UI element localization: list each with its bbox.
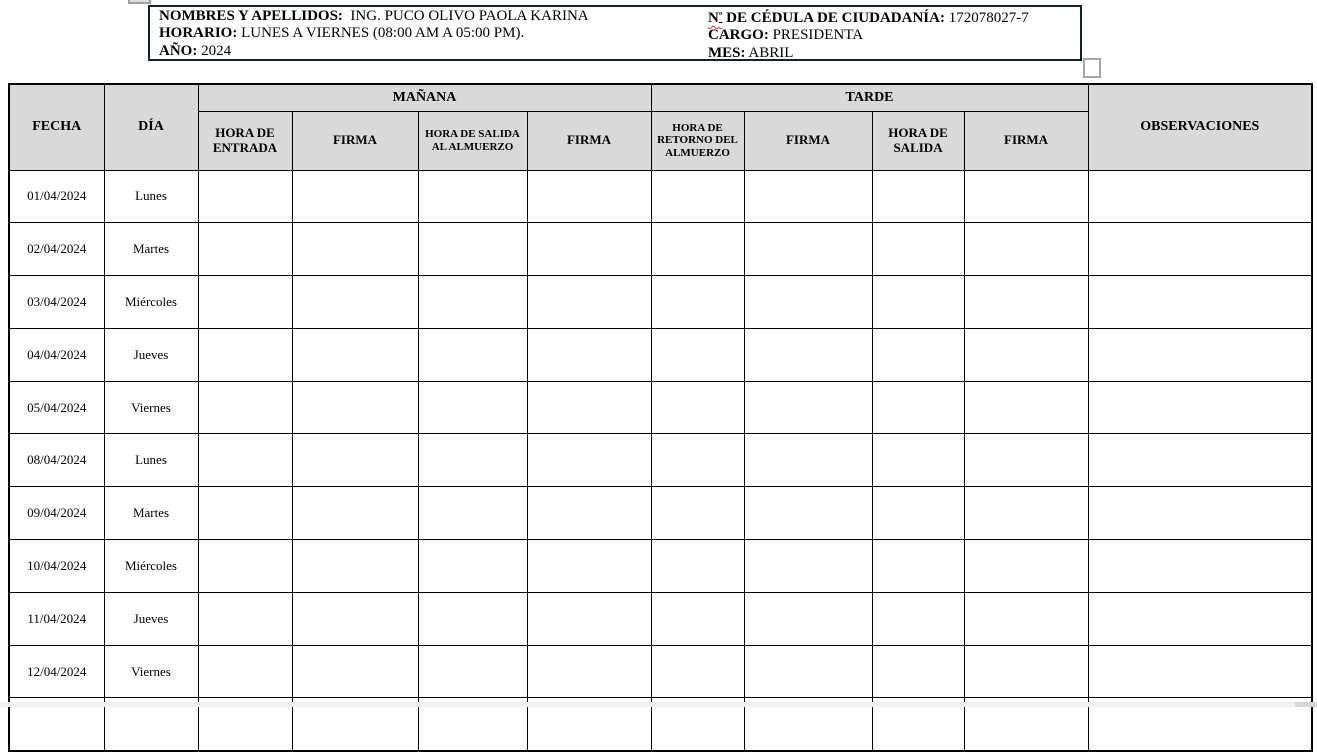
fecha-cell: 10/04/2024	[9, 540, 104, 593]
firma-manana-1-cell[interactable]	[292, 487, 418, 540]
col-header-firma-4: FIRMA	[964, 111, 1088, 170]
firma-manana-2-cell[interactable]	[527, 328, 651, 381]
hora-retorno-almuerzo-cell[interactable]	[651, 328, 744, 381]
firma-manana-1-cell[interactable]	[292, 434, 418, 487]
firma-manana-1-cell[interactable]	[292, 592, 418, 645]
attendance-table	[8, 83, 1313, 752]
hora-salida-almuerzo-cell[interactable]	[418, 592, 527, 645]
dia-cell: Viernes	[104, 381, 198, 434]
hora-salida-almuerzo-cell[interactable]	[418, 381, 527, 434]
hora-salida-cell[interactable]	[872, 540, 964, 593]
firma-tarde-1-cell[interactable]	[744, 592, 872, 645]
firma-manana-1-cell[interactable]	[292, 381, 418, 434]
info-line-mes	[708, 45, 1029, 62]
info-line-cargo	[708, 27, 1029, 44]
dia-cell: Martes	[104, 487, 198, 540]
fecha-cell: 11/04/2024	[9, 592, 104, 645]
firma-tarde-2-cell[interactable]	[964, 540, 1088, 593]
firma-manana-2-cell[interactable]	[527, 434, 651, 487]
col-header-firma-3: FIRMA	[744, 111, 872, 170]
firma-tarde-1-cell[interactable]	[744, 487, 872, 540]
firma-tarde-1-cell[interactable]	[744, 540, 872, 593]
firma-tarde-2-cell[interactable]	[964, 170, 1088, 223]
hora-salida-almuerzo-cell[interactable]	[418, 170, 527, 223]
firma-manana-2-cell[interactable]	[527, 170, 651, 223]
hora-salida-cell[interactable]	[872, 645, 964, 698]
hora-retorno-almuerzo-cell[interactable]	[651, 540, 744, 593]
dia-cell: Miércoles	[104, 540, 198, 593]
hora-entrada-cell[interactable]	[198, 328, 292, 381]
firma-manana-2-cell[interactable]	[527, 276, 651, 329]
fecha-cell: 01/04/2024	[9, 170, 104, 223]
table-header-row-groups	[9, 84, 1312, 111]
table-row	[9, 170, 1312, 223]
info-column-left	[159, 8, 589, 60]
table-row	[9, 434, 1312, 487]
hora-retorno-almuerzo-cell[interactable]	[651, 487, 744, 540]
hora-salida-almuerzo-cell[interactable]	[418, 487, 527, 540]
observaciones-cell[interactable]	[1088, 645, 1312, 698]
firma-manana-1-cell[interactable]	[292, 540, 418, 593]
bottom-corner-box	[1295, 702, 1317, 707]
table-row	[9, 645, 1312, 698]
hora-retorno-almuerzo-cell[interactable]	[651, 276, 744, 329]
table-row	[9, 592, 1312, 645]
firma-tarde-2-cell[interactable]	[964, 592, 1088, 645]
info-line-nombres	[159, 8, 589, 25]
dia-cell: Viernes	[104, 645, 198, 698]
table-row	[9, 487, 1312, 540]
info-line-cedula	[708, 8, 1029, 27]
firma-manana-2-cell[interactable]	[527, 223, 651, 276]
hora-retorno-almuerzo-cell[interactable]	[651, 170, 744, 223]
fecha-cell: 02/04/2024	[9, 223, 104, 276]
observaciones-cell[interactable]	[1088, 381, 1312, 434]
hora-salida-cell[interactable]	[872, 487, 964, 540]
hora-salida-almuerzo-cell[interactable]	[418, 645, 527, 698]
nombres-value: ING. PUCO OLIVO PAOLA KARINA	[342, 8, 589, 24]
hora-salida-cell[interactable]	[872, 592, 964, 645]
info-line-anio	[159, 43, 589, 60]
firma-manana-1-cell[interactable]	[292, 645, 418, 698]
fecha-cell: 04/04/2024	[9, 328, 104, 381]
hora-salida-almuerzo-cell[interactable]	[418, 223, 527, 276]
firma-manana-2-cell[interactable]	[527, 487, 651, 540]
hora-entrada-cell[interactable]	[198, 487, 292, 540]
col-header-hora-retorno-almuerzo: HORA DE RETORNO DEL ALMUERZO	[651, 111, 744, 170]
cargo-label: CARGO:	[708, 27, 769, 44]
table-row	[9, 540, 1312, 593]
ordinal-indicator: º	[718, 10, 723, 22]
col-group-tarde: TARDE	[651, 84, 1088, 111]
table-row	[9, 328, 1312, 381]
hora-entrada-cell[interactable]	[198, 381, 292, 434]
firma-tarde-2-cell[interactable]	[964, 381, 1088, 434]
firma-tarde-2-cell[interactable]	[964, 434, 1088, 487]
observaciones-cell[interactable]	[1088, 592, 1312, 645]
firma-tarde-1-cell[interactable]	[744, 276, 872, 329]
col-header-hora-salida: HORA DE SALIDA	[872, 111, 964, 170]
cargo-value: PRESIDENTA	[768, 27, 864, 44]
observaciones-cell[interactable]	[1088, 170, 1312, 223]
dia-cell: Lunes	[104, 434, 198, 487]
observaciones-cell[interactable]	[1088, 487, 1312, 540]
col-header-fecha: FECHA	[9, 84, 104, 170]
cedula-no-abbrev: $N^º$	[708, 10, 723, 27]
hora-salida-cell[interactable]	[872, 328, 964, 381]
firma-manana-1-cell[interactable]	[292, 223, 418, 276]
info-column-right	[708, 8, 1029, 62]
firma-manana-2-cell[interactable]	[527, 592, 651, 645]
hora-retorno-almuerzo-cell[interactable]	[651, 434, 744, 487]
firma-tarde-2-cell[interactable]	[964, 328, 1088, 381]
horario-value: LUNES A VIERNES (08:00 AM A 05:00 PM).	[237, 25, 525, 42]
hora-retorno-almuerzo-cell[interactable]	[651, 592, 744, 645]
dia-cell: Jueves	[104, 592, 198, 645]
firma-tarde-2-cell[interactable]	[964, 645, 1088, 698]
cedula-value: 172078027-7	[944, 10, 1029, 27]
hora-entrada-cell[interactable]	[198, 645, 292, 698]
fecha-cell: 03/04/2024	[9, 276, 104, 329]
table-row	[9, 381, 1312, 434]
firma-manana-1-cell[interactable]	[292, 276, 418, 329]
hora-salida-almuerzo-cell[interactable]	[418, 540, 527, 593]
col-group-manana: MAÑANA	[198, 84, 651, 111]
table-row	[9, 223, 1312, 276]
horario-label: HORARIO:	[159, 25, 238, 42]
hora-entrada-cell[interactable]	[198, 223, 292, 276]
anio-label: AÑO:	[159, 42, 198, 59]
table-row	[9, 276, 1312, 329]
hora-retorno-almuerzo-cell[interactable]	[651, 381, 744, 434]
dia-cell: Martes	[104, 223, 198, 276]
hora-entrada-cell[interactable]	[198, 276, 292, 329]
observaciones-cell[interactable]	[1088, 540, 1312, 593]
anio-value: 2024	[197, 42, 232, 59]
observaciones-cell[interactable]	[1088, 328, 1312, 381]
info-line-horario	[159, 25, 589, 42]
col-header-dia: DÍA	[104, 84, 198, 170]
hora-salida-almuerzo-cell[interactable]	[418, 276, 527, 329]
dia-cell: Jueves	[104, 328, 198, 381]
firma-manana-2-cell[interactable]	[527, 381, 651, 434]
firma-tarde-2-cell[interactable]	[964, 223, 1088, 276]
firma-tarde-1-cell[interactable]	[744, 381, 872, 434]
table-handle-top[interactable]	[128, 0, 151, 4]
hora-retorno-almuerzo-cell[interactable]	[651, 223, 744, 276]
col-header-observaciones: OBSERVACIONES	[1088, 84, 1312, 170]
cedula-label: DE CÉDULA DE CIUDADANÍA:	[722, 10, 945, 27]
firma-manana-1-cell[interactable]	[292, 170, 418, 223]
firma-tarde-1-cell[interactable]	[744, 328, 872, 381]
observaciones-cell[interactable]	[1088, 434, 1312, 487]
nombres-label: NOMBRES Y APELLIDOS:	[159, 8, 343, 24]
hora-entrada-cell[interactable]	[198, 434, 292, 487]
observaciones-cell[interactable]	[1088, 223, 1312, 276]
mes-value: ABRIL	[745, 44, 794, 61]
firma-tarde-1-cell[interactable]	[744, 170, 872, 223]
table-handle-right[interactable]	[1083, 58, 1101, 78]
dia-cell: Miércoles	[104, 276, 198, 329]
col-header-hora-salida-almuerzo: HORA DE SALIDA AL ALMUERZO	[418, 111, 527, 170]
firma-manana-2-cell[interactable]	[527, 540, 651, 593]
hora-salida-cell[interactable]	[872, 381, 964, 434]
hora-entrada-cell[interactable]	[198, 592, 292, 645]
firma-tarde-2-cell[interactable]	[964, 487, 1088, 540]
firma-tarde-1-cell[interactable]	[744, 645, 872, 698]
firma-tarde-1-cell[interactable]	[744, 434, 872, 487]
hora-salida-cell[interactable]	[872, 434, 964, 487]
bottom-edge-strip	[0, 702, 1317, 707]
dia-cell: Lunes	[104, 170, 198, 223]
hora-salida-cell[interactable]	[872, 223, 964, 276]
firma-manana-1-cell[interactable]	[292, 328, 418, 381]
observaciones-cell[interactable]	[1088, 276, 1312, 329]
firma-tarde-1-cell[interactable]	[744, 223, 872, 276]
col-header-firma-1: FIRMA	[292, 111, 418, 170]
hora-salida-cell[interactable]	[872, 276, 964, 329]
col-header-hora-entrada: HORA DE ENTRADA	[198, 111, 292, 170]
hora-salida-cell[interactable]	[872, 170, 964, 223]
fecha-cell: 12/04/2024	[9, 645, 104, 698]
hora-entrada-cell[interactable]	[198, 540, 292, 593]
hora-entrada-cell[interactable]	[198, 170, 292, 223]
employee-info-box	[148, 5, 1082, 61]
hora-retorno-almuerzo-cell[interactable]	[651, 645, 744, 698]
firma-tarde-2-cell[interactable]	[964, 276, 1088, 329]
hora-salida-almuerzo-cell[interactable]	[418, 434, 527, 487]
fecha-cell: 08/04/2024	[9, 434, 104, 487]
col-header-firma-2: FIRMA	[527, 111, 651, 170]
fecha-cell: 05/04/2024	[9, 381, 104, 434]
firma-manana-2-cell[interactable]	[527, 645, 651, 698]
mes-label: MES:	[708, 44, 746, 61]
hora-salida-almuerzo-cell[interactable]	[418, 328, 527, 381]
fecha-cell: 09/04/2024	[9, 487, 104, 540]
